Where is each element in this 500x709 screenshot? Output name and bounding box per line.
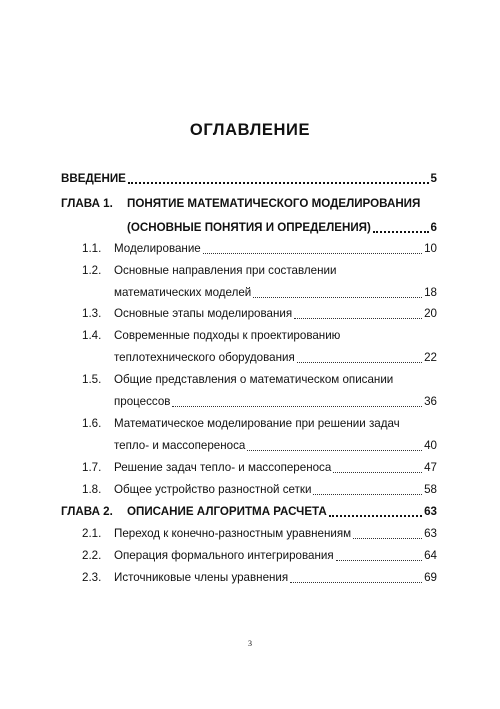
toc-entry-page: 63 <box>424 527 437 540</box>
toc-entry-page: 18 <box>424 286 437 299</box>
toc-entry-page: 10 <box>424 242 437 255</box>
toc-entry-text: Основные направления при составлении <box>114 264 337 277</box>
toc-entry-number: 1.8. <box>82 483 102 496</box>
toc-entry-text: ВВЕДЕНИЕ <box>61 172 126 185</box>
toc-entry-number: 1.7. <box>82 461 102 474</box>
toc-entry-page: 40 <box>424 439 437 452</box>
toc-entry-1-4-continued[interactable] <box>114 350 437 366</box>
toc-entry-page: 36 <box>424 395 437 408</box>
toc-entry-text: Переход к конечно-разностным уравнениям <box>114 527 352 540</box>
toc-entry-page: 5 <box>430 172 437 185</box>
toc-entry-number: 1.2. <box>82 264 102 277</box>
toc-entry-text: (ОСНОВНЫЕ ПОНЯТИЯ И ОПРЕДЕЛЕНИЯ) <box>127 221 371 234</box>
toc-entry-number: 1.4. <box>82 329 102 342</box>
toc-entry-2-2[interactable] <box>82 548 437 564</box>
toc-entry-number: 2.1. <box>82 527 102 540</box>
dot-leader <box>203 252 422 254</box>
toc-entry-text: Операция формального интегрирования <box>114 549 334 562</box>
toc-entry-text: математических моделей <box>114 286 252 299</box>
toc-entry-1-5-continued[interactable] <box>114 394 437 410</box>
dot-leader <box>297 361 422 363</box>
toc-entry-text: Общие представления о математическом описании <box>114 373 394 386</box>
page-number: 3 <box>248 639 252 648</box>
dot-leader <box>172 405 422 407</box>
toc-entry-number: 2.3. <box>82 571 102 584</box>
toc-entry-text: теплотехнического оборудования <box>114 351 295 364</box>
toc-entry-text: процессов <box>114 395 171 408</box>
toc-entry-page: 22 <box>424 351 437 364</box>
dot-leader <box>294 317 422 319</box>
toc-entry-text: Математическое моделирование при решении задач <box>114 417 400 430</box>
toc-entry-page: 69 <box>424 571 437 584</box>
dot-leader <box>247 449 422 451</box>
page-title: ОГЛАВЛЕНИЕ <box>189 121 311 139</box>
toc-entry-1-3[interactable] <box>82 306 437 322</box>
toc-entry-1-5[interactable] <box>82 372 437 388</box>
toc-entry-text: Источниковые члены уравнения <box>114 571 289 584</box>
dot-leader <box>353 537 422 539</box>
toc-entry-number: 1.5. <box>82 373 102 386</box>
toc-entry-1-2[interactable] <box>82 263 437 279</box>
dot-leader <box>128 181 429 184</box>
toc-entry-text: ОПИСАНИЕ АЛГОРИТМА РАСЧЕТА <box>127 505 327 518</box>
toc-entry-number: 1.6. <box>82 417 102 430</box>
toc-entry-chapter-1[interactable] <box>61 196 437 212</box>
toc-entry-page: 58 <box>424 483 437 496</box>
toc-entry-text: ПОНЯТИЕ МАТЕМАТИЧЕСКОГО МОДЕЛИРОВАНИЯ <box>127 197 421 210</box>
dot-leader <box>290 581 422 583</box>
dot-leader <box>329 514 422 517</box>
toc-entry-1-6-continued[interactable] <box>114 438 437 454</box>
toc-entry-page: 6 <box>430 221 437 234</box>
toc-entry-page: 64 <box>424 549 437 562</box>
toc-entry-page: 20 <box>424 307 437 320</box>
toc-entry-chapter-1-continued[interactable] <box>127 220 437 236</box>
toc-entry-number: 1.3. <box>82 307 102 320</box>
toc-entry-2-1[interactable] <box>82 526 437 542</box>
toc-entry-text: Основные этапы моделирования <box>114 307 293 320</box>
toc-entry-introduction[interactable] <box>61 171 437 187</box>
toc-entry-2-3[interactable] <box>82 570 437 586</box>
toc-entry-1-8[interactable] <box>82 482 437 498</box>
dot-leader <box>336 559 422 561</box>
toc-entry-page: 63 <box>424 505 437 518</box>
toc-entry-text: тепло- и массопереноса <box>114 439 246 452</box>
toc-entry-1-6[interactable] <box>82 416 437 432</box>
toc-entry-page: 47 <box>424 461 437 474</box>
dot-leader <box>373 230 429 233</box>
dot-leader <box>313 493 422 495</box>
toc-entry-text: Современные подходы к проектированию <box>114 329 341 342</box>
toc-entry-1-1[interactable] <box>82 241 437 257</box>
toc-entry-text: Моделирование <box>114 242 201 255</box>
toc-entry-1-2-continued[interactable] <box>114 285 437 301</box>
dot-leader <box>253 296 422 298</box>
toc-entry-text: Общее устройство разностной сетки <box>114 483 312 496</box>
toc-entry-number: ГЛАВА 2. <box>61 505 113 518</box>
dot-leader <box>333 471 422 473</box>
toc-entry-number: 2.2. <box>82 549 102 562</box>
toc-entry-number: 1.1. <box>82 242 102 255</box>
toc-entry-number: ГЛАВА 1. <box>61 197 113 210</box>
toc-entry-chapter-2[interactable] <box>61 504 437 520</box>
toc-entry-1-7[interactable] <box>82 460 437 476</box>
toc-entry-1-4[interactable] <box>82 328 437 344</box>
toc-entry-text: Решение задач тепло- и массопереноса <box>114 461 332 474</box>
